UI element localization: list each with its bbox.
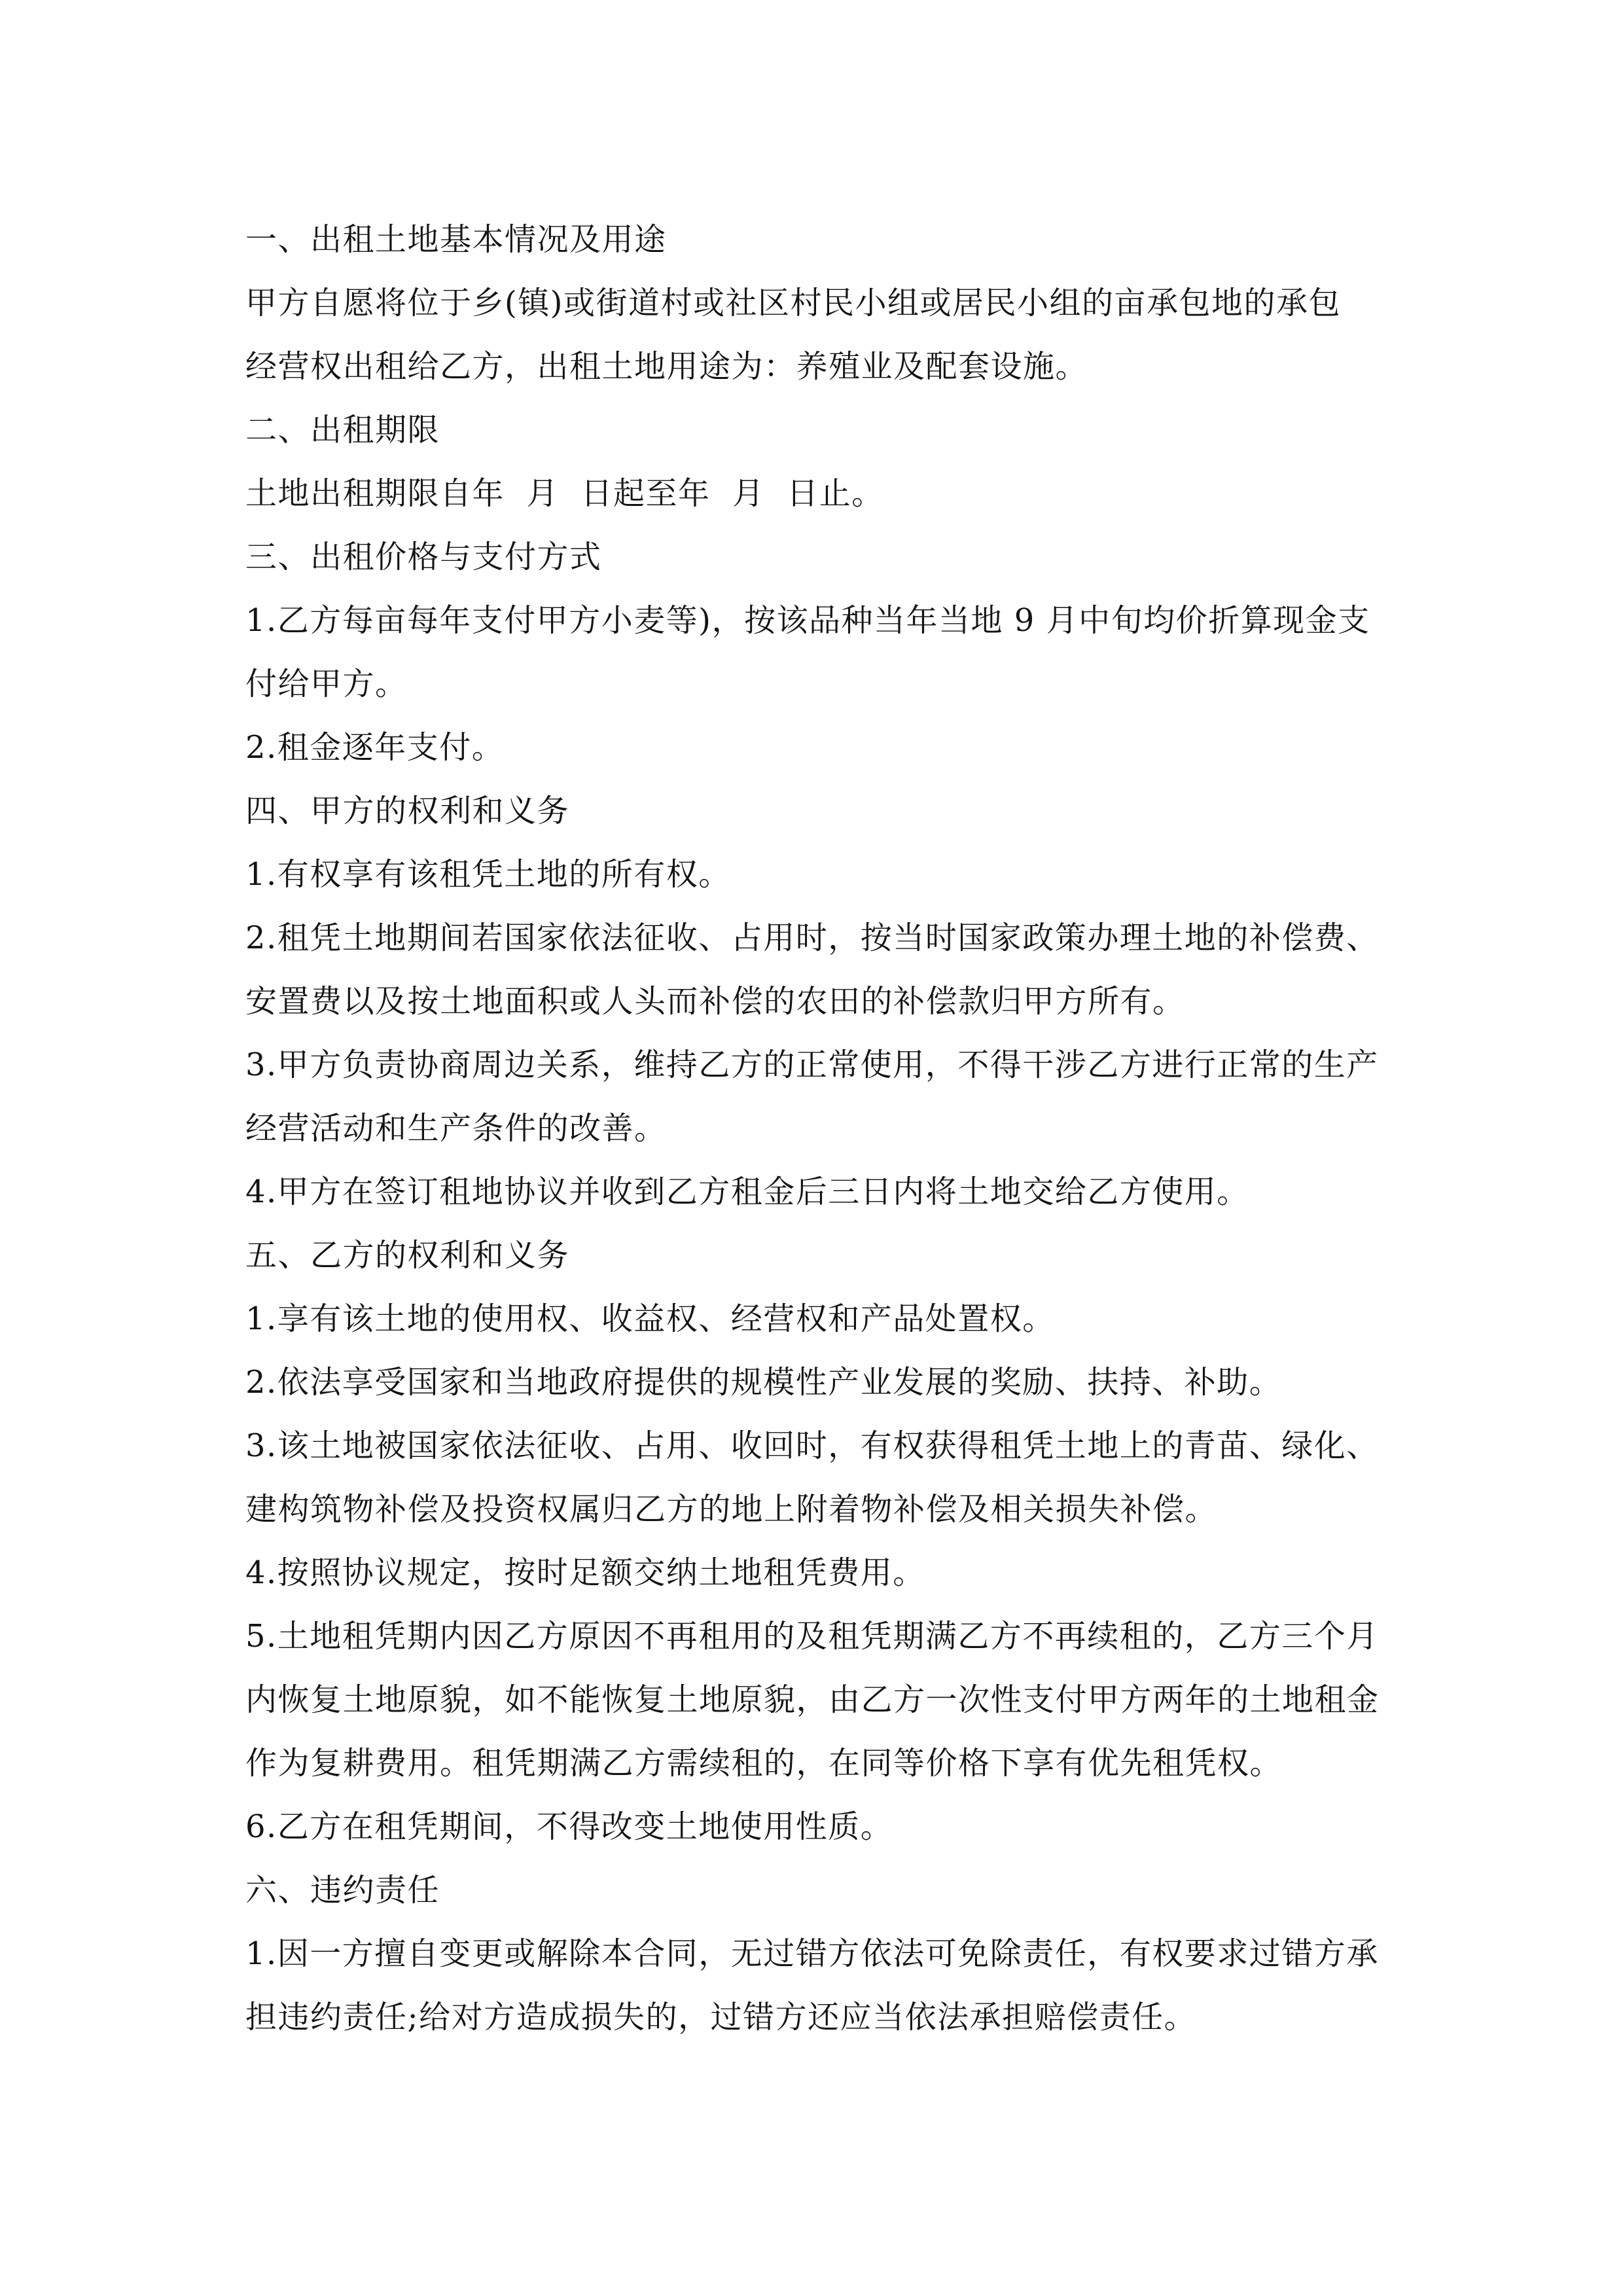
paragraph-line: 付给甲方。 bbox=[245, 666, 408, 702]
paragraph-line: 作为复耕费用。租凭期满乙方需续租的，在同等价格下享有优先租凭权。 bbox=[245, 1745, 1283, 1782]
paragraph-line: 建构筑物补偿及投资权属归乙方的地上附着物补偿及相关损失补偿。 bbox=[245, 1491, 1218, 1528]
paragraph-line: 安置费以及按土地面积或人头而补偿的农田的补偿款归甲方所有。 bbox=[245, 983, 1185, 1020]
paragraph-line: 经营权出租给乙方，出租土地用途为：养殖业及配套设施。 bbox=[245, 348, 1088, 385]
section-heading-2: 二、出租期限 bbox=[245, 412, 440, 448]
paragraph-line: 1.有权享有该租凭土地的所有权。 bbox=[245, 856, 731, 893]
paragraph-line: 2.租凭土地期间若国家依法征收、占用时，按当时国家政策办理土地的补偿费、 bbox=[245, 920, 1379, 956]
paragraph-line: 6.乙方在租凭期间，不得改变土地使用性质。 bbox=[245, 1808, 893, 1845]
paragraph-line: 2.依法享受国家和当地政府提供的规模性产业发展的奖励、扶持、补助。 bbox=[245, 1364, 1282, 1401]
section-heading-1: 一、出租土地基本情况及用途 bbox=[245, 221, 667, 258]
paragraph-line: 5.土地租凭期内因乙方原因不再租用的及租凭期满乙方不再续租的，乙方三个月 bbox=[245, 1618, 1379, 1655]
paragraph-line: 内恢复土地原貌，如不能恢复土地原貌，由乙方一次性支付甲方两年的土地租金 bbox=[245, 1681, 1380, 1718]
paragraph-line: 1.乙方每亩每年支付甲方小麦等)，按该品种当年当地 9 月中旬均价折算现金支 bbox=[245, 602, 1370, 639]
section-heading-4: 四、甲方的权利和义务 bbox=[245, 793, 570, 829]
document-body bbox=[245, 208, 1397, 2049]
paragraph-line: 甲方自愿将位于乡(镇)或街道村或社区村民小组或居民小组的亩承包地的承包 bbox=[245, 285, 1341, 321]
paragraph-line: 4.甲方在签订租地协议并收到乙方租金后三日内将土地交给乙方使用。 bbox=[245, 1174, 1249, 1210]
paragraph-line: 4.按照协议规定，按时足额交纳土地租凭费用。 bbox=[245, 1554, 925, 1591]
section-heading-6: 六、违约责任 bbox=[245, 1872, 440, 1909]
section-heading-3: 三、出租价格与支付方式 bbox=[245, 539, 602, 575]
paragraph-line: 3.甲方负责协商周边关系，维持乙方的正常使用，不得干涉乙方进行正常的生产 bbox=[245, 1047, 1379, 1083]
section-heading-5: 五、乙方的权利和义务 bbox=[245, 1237, 570, 1274]
paragraph-line: 担违约责任;给对方造成损失的，过错方还应当依法承担赔偿责任。 bbox=[245, 1999, 1197, 2036]
paragraph-line: 1.因一方擅自变更或解除本合同，无过错方依法可免除责任，有权要求过错方承 bbox=[245, 1935, 1379, 1972]
paragraph-line: 1.享有该土地的使用权、收益权、经营权和产品处置权。 bbox=[245, 1300, 1055, 1337]
paragraph-line: 土地出租期限自年 月 日起至年 月 日止。 bbox=[245, 475, 884, 512]
paragraph-line: 3.该土地被国家依法征收、占用、收回时，有权获得租凭土地上的青苗、绿化、 bbox=[245, 1427, 1379, 1464]
paragraph-line: 2.租金逐年支付。 bbox=[245, 729, 505, 766]
paragraph-line: 经营活动和生产条件的改善。 bbox=[245, 1110, 667, 1147]
